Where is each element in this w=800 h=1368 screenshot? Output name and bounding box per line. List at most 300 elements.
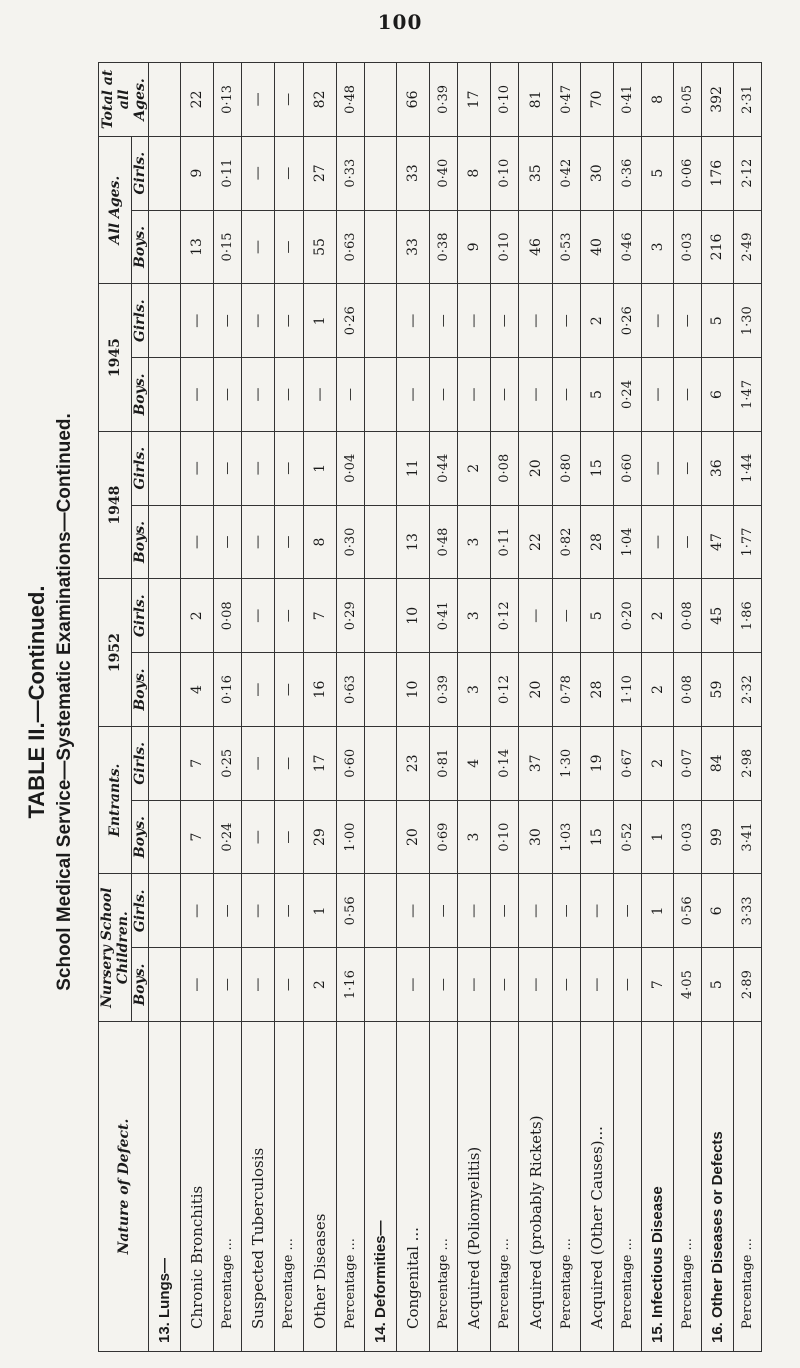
table-cell: 22 [519,505,552,579]
defect-label: Acquired (probably Rickets) [519,1022,552,1352]
table-cell: 36 [702,431,734,505]
table-cell: 1 [303,874,336,948]
table-cell: 0·13 [213,63,241,137]
table-cell: — [180,874,213,948]
table-row [614,63,642,1352]
table-cell: — [180,431,213,505]
table-cell: 0·08 [491,431,519,505]
table-cell: — [491,948,519,1022]
table-cell: — [275,136,303,210]
table-cell [149,653,181,727]
table-cell: — [491,874,519,948]
table-cell: 46 [519,210,552,284]
table-cell: — [580,948,613,1022]
table-cell: 28 [580,505,613,579]
table-cell [364,136,396,210]
table-cell: 11 [396,431,429,505]
table-row [429,63,457,1352]
table-cell: 0·80 [552,431,580,505]
table-cell: 0·40 [429,136,457,210]
table-cell [149,284,181,358]
table-cell: — [180,358,213,432]
table-cell [149,505,181,579]
table-cell: 1·47 [733,358,761,432]
table-cell: 1·44 [733,431,761,505]
table-cell: — [275,284,303,358]
table-cell: 0·56 [336,874,364,948]
table-cell: 35 [519,136,552,210]
table-cell: 0·78 [552,653,580,727]
table-cell: 17 [458,63,491,137]
table-cell: — [674,284,702,358]
table-cell: 0·03 [674,210,702,284]
table-cell: 2 [303,948,336,1022]
table-cell: 20 [396,800,429,874]
table-cell: — [674,431,702,505]
table-cell: 0·39 [429,653,457,727]
table-cell: 1·10 [614,653,642,727]
group-header-nursery: Nursery School Children. [99,874,132,1022]
table-cell: 13 [180,210,213,284]
table-cell: 7 [180,800,213,874]
table-cell: — [552,948,580,1022]
table-cell [149,358,181,432]
table-cell: 2 [580,284,613,358]
table-cell: 176 [702,136,734,210]
table-cell: 0·48 [429,505,457,579]
table-cell: 0·08 [674,653,702,727]
defect-label: 15. Infectious Disease [642,1022,674,1352]
table-cell: 0·24 [213,800,241,874]
defect-label: Percentage ... [614,1022,642,1352]
table-cell: 0·53 [552,210,580,284]
table-cell: — [213,874,241,948]
table-cell: — [275,800,303,874]
table-cell [364,948,396,1022]
table-cell: — [242,284,275,358]
table-cell: — [275,874,303,948]
table-cell: — [213,505,241,579]
table-cell: — [275,358,303,432]
table-cell [364,358,396,432]
table-cell: 16 [303,653,336,727]
defect-label: 16. Other Diseases or Defects [702,1022,734,1352]
table-cell [149,431,181,505]
table-cell: 0·44 [429,431,457,505]
table-cell: 0·60 [614,431,642,505]
table-cell: 0·11 [213,136,241,210]
defect-label: 14. Deformities— [364,1022,396,1352]
group-header-entrants: Entrants. [99,726,132,874]
total-header: Total at all Ages. [99,63,149,137]
table-cell: — [180,948,213,1022]
table-cell [364,431,396,505]
table-cell: 2 [458,431,491,505]
table-cell: 2 [180,579,213,653]
table-cell: 1·30 [733,284,761,358]
table-region [98,62,762,1352]
table-cell: 23 [396,726,429,800]
table-cell: — [458,358,491,432]
table-cell: 0·26 [336,284,364,358]
table-cell: — [396,948,429,1022]
table-cell: 82 [303,63,336,137]
table-cell: — [275,210,303,284]
table-cell: — [429,284,457,358]
table-cell: — [674,358,702,432]
table-cell: 99 [702,800,734,874]
table-cell [149,136,181,210]
defect-label: Suspected Tuberculosis [242,1022,275,1352]
table-cell: 66 [396,63,429,137]
defects-table [98,62,762,1352]
table-cell: — [458,874,491,948]
table-subtitle: School Medical Service—Systematic Examinations—Continued. [54,413,75,991]
table-cell: — [275,505,303,579]
table-cell: 9 [180,136,213,210]
table-cell: 3 [458,579,491,653]
table-cell: — [519,874,552,948]
defect-label: Percentage ... [552,1022,580,1352]
table-cell: — [429,948,457,1022]
table-cell [149,726,181,800]
table-cell [149,579,181,653]
table-cell: — [614,874,642,948]
table-cell: 0·25 [213,726,241,800]
table-cell: — [242,358,275,432]
table-cell: — [180,284,213,358]
defect-label: Percentage ... [275,1022,303,1352]
table-cell: — [396,874,429,948]
table-cell: 37 [519,726,552,800]
table-cell: 84 [702,726,734,800]
table-cell: 1·00 [336,800,364,874]
table-cell: 0·16 [213,653,241,727]
defect-label: Percentage ... [429,1022,457,1352]
table-cell: 4·05 [674,948,702,1022]
table-cell: 9 [458,210,491,284]
table-cell: 0·82 [552,505,580,579]
table-cell: 2·49 [733,210,761,284]
table-cell: 0·10 [491,210,519,284]
table-cell [364,726,396,800]
table-cell: — [242,653,275,727]
table-cell: 1 [303,431,336,505]
table-cell: 3 [458,505,491,579]
table-cell: 7 [180,726,213,800]
table-title: TABLE II.—Continued. [24,585,49,819]
table-cell: — [519,284,552,358]
table-row [580,63,613,1352]
table-cell: 3·41 [733,800,761,874]
table-cell: — [614,948,642,1022]
group-header-1945: 1945 [99,284,132,432]
table-cell: 392 [702,63,734,137]
table-row [702,63,734,1352]
table-cell: 5 [702,284,734,358]
table-cell: 8 [458,136,491,210]
table-cell: — [242,874,275,948]
table-cell: 0·63 [336,653,364,727]
table-cell [364,874,396,948]
table-cell: — [580,874,613,948]
table-row [396,63,429,1352]
table-cell: — [674,505,702,579]
table-cell: 0·12 [491,653,519,727]
table-cell: 1·04 [614,505,642,579]
table-cell: 0·29 [336,579,364,653]
table-cell: 4 [180,653,213,727]
table-cell: 0·52 [614,800,642,874]
table-cell: 0·08 [213,579,241,653]
table-cell: 20 [519,653,552,727]
table-cell: — [213,358,241,432]
boys-header: Boys. [132,653,149,727]
table-row [733,63,761,1352]
table-cell: 19 [580,726,613,800]
table-cell: 15 [580,431,613,505]
girls-header: Girls. [132,726,149,800]
defect-header: Nature of Defect. [99,1022,149,1352]
table-cell: 1·16 [336,948,364,1022]
table-cell: 0·24 [614,358,642,432]
table-cell: 1 [642,800,674,874]
table-cell: 30 [519,800,552,874]
table-cell: — [429,358,457,432]
table-cell: — [275,63,303,137]
table-cell: — [336,358,364,432]
table-cell [364,210,396,284]
table-cell: 20 [519,431,552,505]
table-cell: 3 [642,210,674,284]
table-cell: 0·08 [674,579,702,653]
table-cell: 0·69 [429,800,457,874]
table-cell: 3 [458,653,491,727]
table-cell: — [552,874,580,948]
table-cell: — [396,358,429,432]
defect-label: Percentage ... [213,1022,241,1352]
table-cell: 4 [458,726,491,800]
table-cell: 0·38 [429,210,457,284]
defect-label: Percentage ... [336,1022,364,1352]
group-header-1948: 1948 [99,431,132,579]
table-cell: — [491,358,519,432]
table-cell: 1·86 [733,579,761,653]
table-cell: 0·67 [614,726,642,800]
defect-label: Congenital ... [396,1022,429,1352]
table-row [364,63,396,1352]
table-cell: — [275,431,303,505]
girls-header: Girls. [132,431,149,505]
table-cell: 2·98 [733,726,761,800]
table-cell: 2·89 [733,948,761,1022]
table-cell: 45 [702,579,734,653]
table-cell: — [242,948,275,1022]
table-cell: 2·32 [733,653,761,727]
table-cell: 3 [458,800,491,874]
table-cell: 8 [642,63,674,137]
table-row [149,63,181,1352]
table-cell: 0·14 [491,726,519,800]
girls-header: Girls. [132,136,149,210]
table-cell: — [642,431,674,505]
table-cell: — [242,726,275,800]
table-cell: — [396,284,429,358]
table-cell: 33 [396,136,429,210]
table-cell: 0·47 [552,63,580,137]
table-row [458,63,491,1352]
table-cell: 5 [642,136,674,210]
table-cell: — [180,505,213,579]
table-cell [149,63,181,137]
table-cell: 17 [303,726,336,800]
table-cell: 2 [642,579,674,653]
table-cell: 27 [303,136,336,210]
table-cell: — [552,284,580,358]
defect-label: Percentage ... [491,1022,519,1352]
defect-label: Percentage ... [733,1022,761,1352]
table-cell: 0·60 [336,726,364,800]
table-cell [364,284,396,358]
table-cell: — [642,505,674,579]
table-cell: 1·30 [552,726,580,800]
table-row [491,63,519,1352]
table-cell: — [242,63,275,137]
table-cell: 5 [702,948,734,1022]
table-cell: 10 [396,653,429,727]
table-cell: 0·46 [614,210,642,284]
table-body [149,63,762,1352]
table-caption [10,60,90,1344]
table-row [674,63,702,1352]
table-cell: — [303,358,336,432]
table-cell: 15 [580,800,613,874]
girls-header: Girls. [132,874,149,948]
table-cell: 8 [303,505,336,579]
table-cell: 59 [702,653,734,727]
table-cell: — [429,874,457,948]
table-cell: 6 [702,874,734,948]
table-cell [149,800,181,874]
table-cell: 5 [580,358,613,432]
table-cell: 7 [642,948,674,1022]
table-cell: 22 [180,63,213,137]
table-row [242,63,275,1352]
table-cell [364,653,396,727]
boys-header: Boys. [132,210,149,284]
table-cell: 33 [396,210,429,284]
table-cell: — [519,358,552,432]
table-cell: 0·10 [491,63,519,137]
table-cell: 0·06 [674,136,702,210]
table-cell: 0·12 [491,579,519,653]
table-cell: 0·15 [213,210,241,284]
girls-header: Girls. [132,579,149,653]
table-cell: — [275,726,303,800]
table-cell: 47 [702,505,734,579]
table-cell: — [642,358,674,432]
table-cell: 0·42 [552,136,580,210]
table-cell: 0·41 [429,579,457,653]
table-cell: 1 [303,284,336,358]
table-cell: 2·31 [733,63,761,137]
table-cell: 0·39 [429,63,457,137]
table-cell: 0·33 [336,136,364,210]
group-header-all-ages: All Ages. [99,136,132,284]
table-cell: — [275,948,303,1022]
table-cell [364,505,396,579]
table-cell: 0·10 [491,800,519,874]
table-cell: 0·11 [491,505,519,579]
table-cell: — [552,579,580,653]
table-cell: — [242,800,275,874]
boys-header: Boys. [132,948,149,1022]
table-cell: 1·03 [552,800,580,874]
table-cell: 3·33 [733,874,761,948]
table-row [336,63,364,1352]
table-cell: 0·07 [674,726,702,800]
table-row [303,63,336,1352]
table-cell: 0·04 [336,431,364,505]
table-row [519,63,552,1352]
table-cell: — [491,284,519,358]
table-cell: 10 [396,579,429,653]
table-cell [364,800,396,874]
table-cell: — [275,579,303,653]
defect-label: Percentage ... [674,1022,702,1352]
table-cell: 1·77 [733,505,761,579]
table-row [213,63,241,1352]
table-cell: — [242,505,275,579]
boys-header: Boys. [132,358,149,432]
table-cell: — [458,284,491,358]
table-cell [364,579,396,653]
table-cell: — [242,136,275,210]
girls-header: Girls. [132,284,149,358]
table-cell: 0·20 [614,579,642,653]
table-cell: 0·63 [336,210,364,284]
table-cell: 81 [519,63,552,137]
defect-label: 13. Lungs— [149,1022,181,1352]
table-cell: 0·03 [674,800,702,874]
table-cell: 13 [396,505,429,579]
table-cell: 5 [580,579,613,653]
table-cell: — [213,948,241,1022]
table-row [180,63,213,1352]
table-cell [149,948,181,1022]
table-cell: 0·10 [491,136,519,210]
table-row [275,63,303,1352]
table-cell [149,210,181,284]
table-cell: 30 [580,136,613,210]
page-number: 100 [377,10,423,34]
table-cell [364,63,396,137]
table-cell: — [213,431,241,505]
boys-header: Boys. [132,800,149,874]
group-header-1952: 1952 [99,579,132,727]
table-cell: — [552,358,580,432]
table-row [642,63,674,1352]
table-cell: — [213,284,241,358]
table-cell: 0·30 [336,505,364,579]
defect-label: Acquired (Other Causes)... [580,1022,613,1352]
defect-label: Other Diseases [303,1022,336,1352]
table-cell [149,874,181,948]
defect-label: Acquired (Poliomyelitis) [458,1022,491,1352]
table-cell: 7 [303,579,336,653]
table-cell: 0·05 [674,63,702,137]
table-cell: — [519,948,552,1022]
